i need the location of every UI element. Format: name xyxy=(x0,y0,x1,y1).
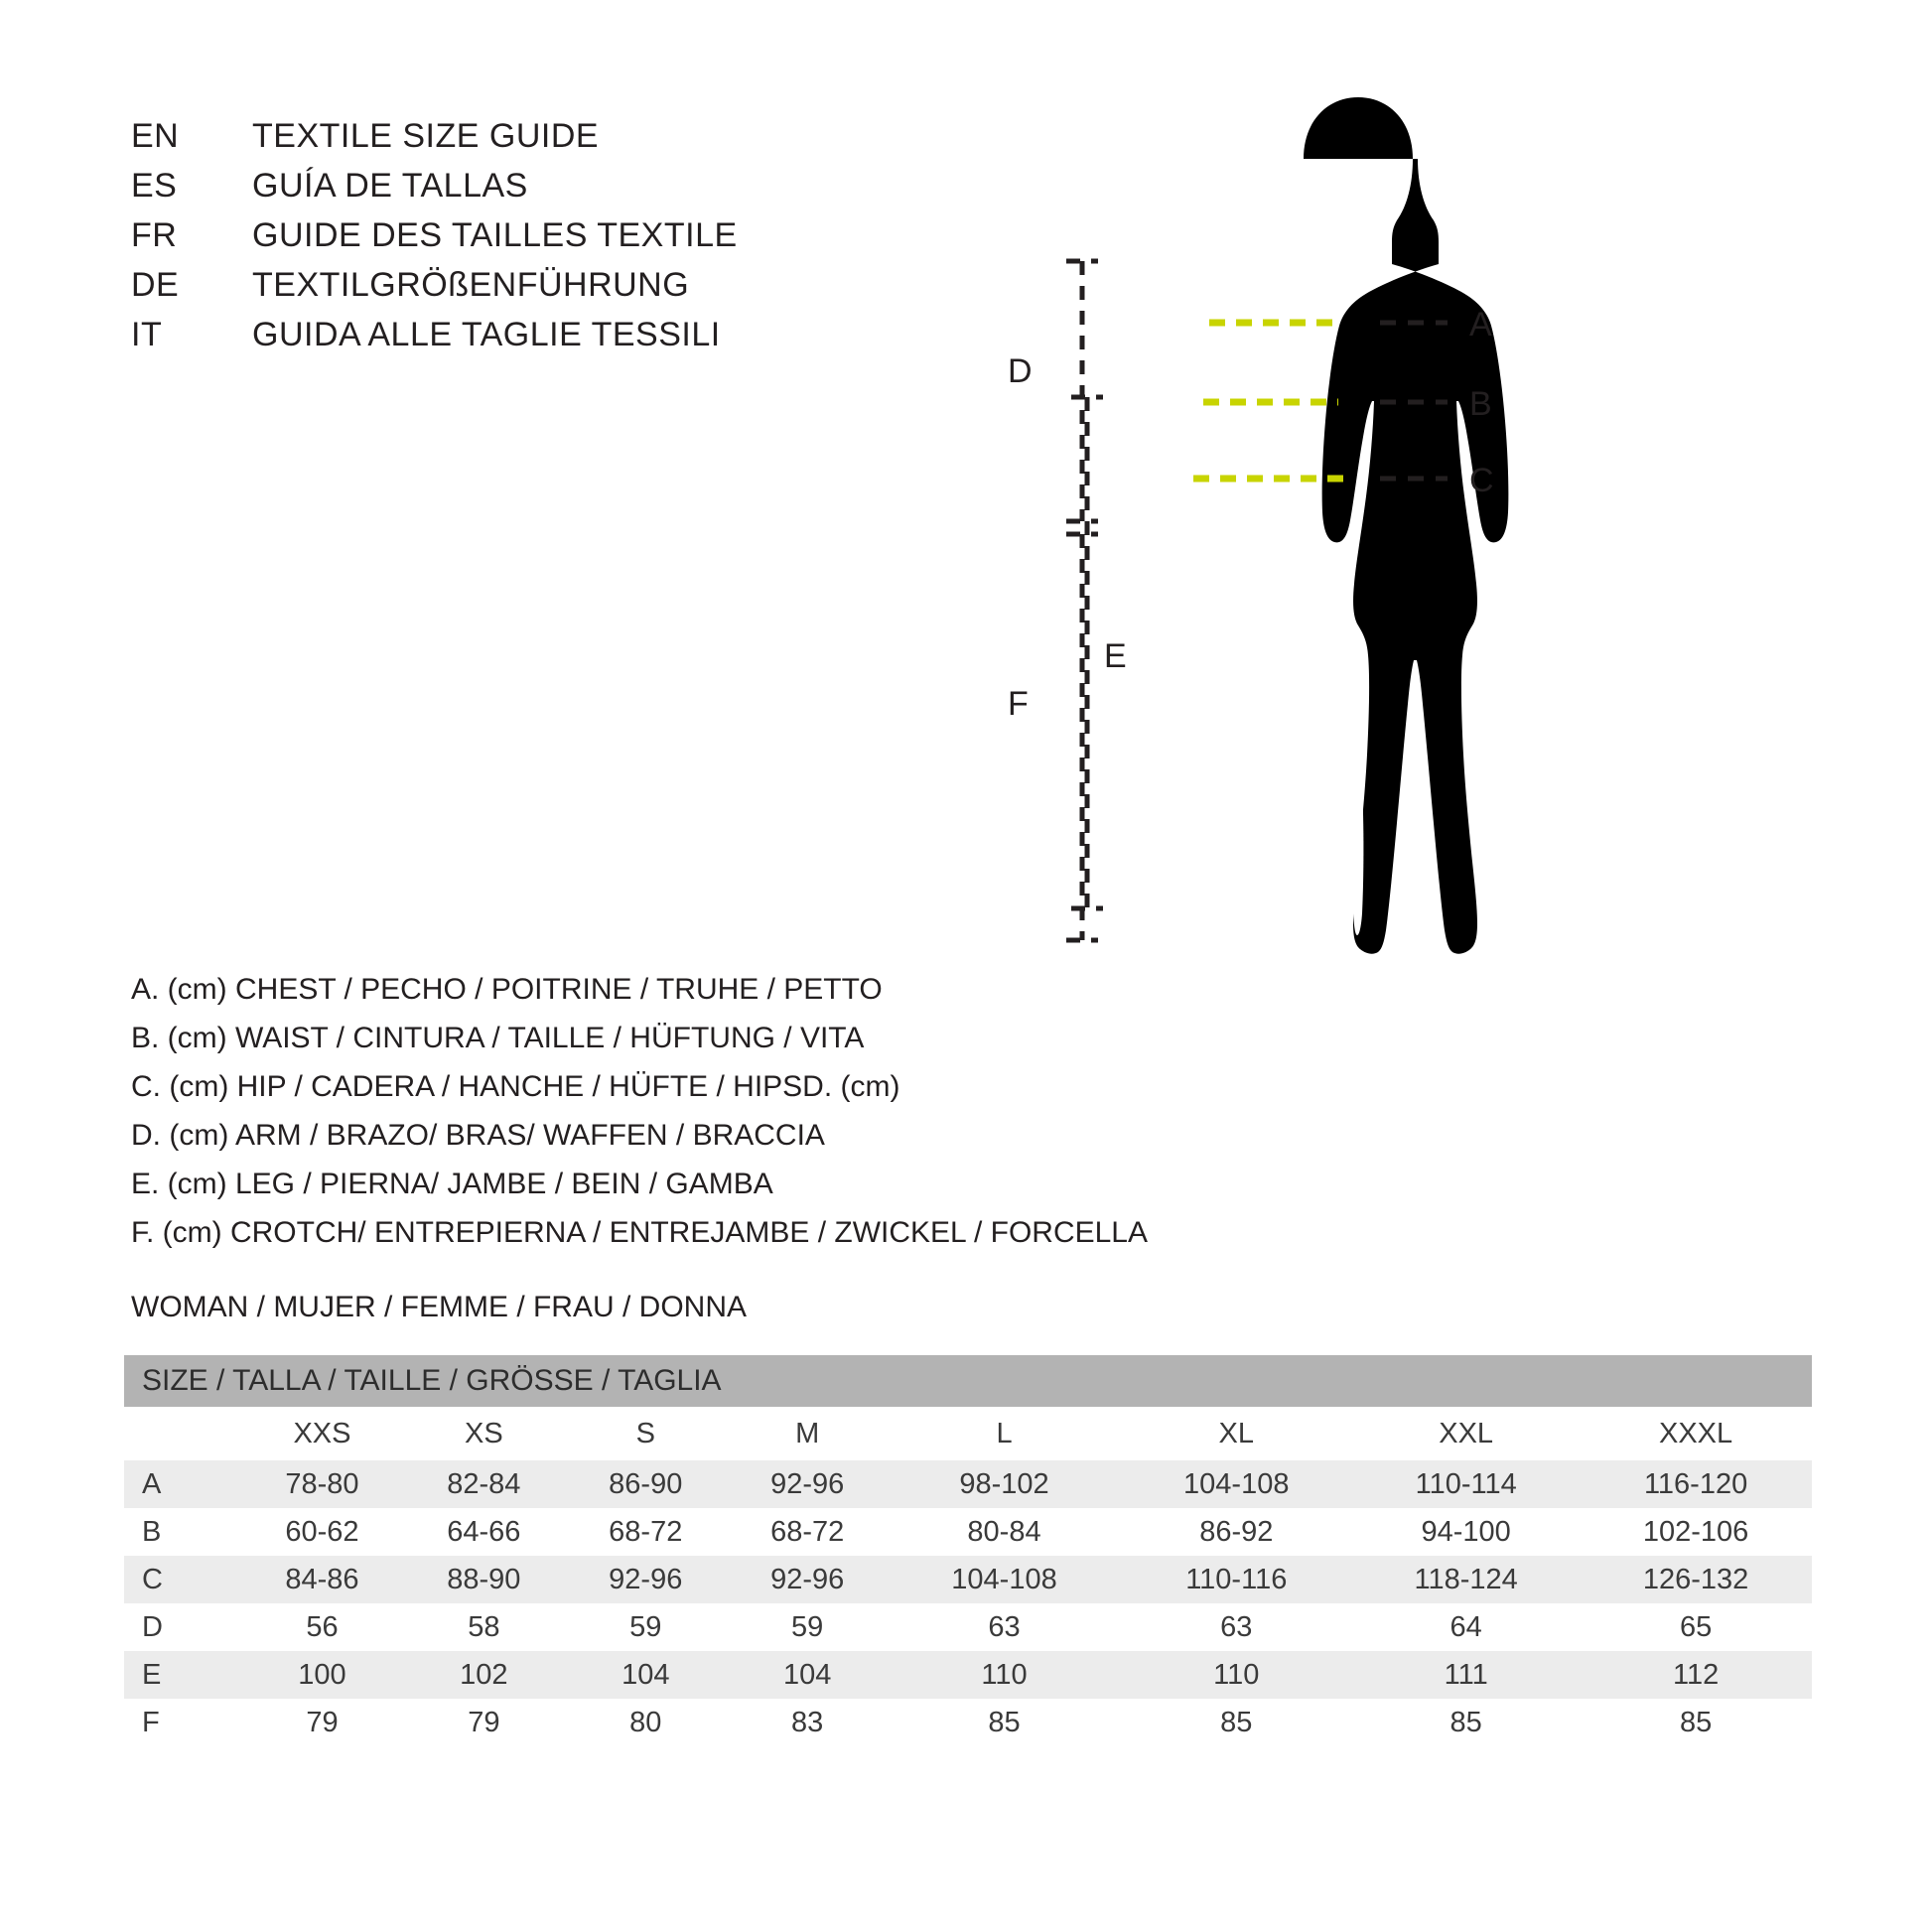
title-row xyxy=(131,266,945,316)
title-text-de: TEXTILGRÖßENFÜHRUNG xyxy=(252,266,690,304)
size-header-l: L xyxy=(889,1407,1121,1460)
body-measurement-diagram xyxy=(1008,60,1906,1281)
title-row xyxy=(131,316,945,365)
cell-a-m: 92-96 xyxy=(727,1460,889,1508)
cell-c-xxs: 84-86 xyxy=(241,1556,403,1603)
cell-c-xxl: 118-124 xyxy=(1352,1556,1580,1603)
title-text-es: GUÍA DE TALLAS xyxy=(252,167,528,205)
cell-a-xxxl: 116-120 xyxy=(1580,1460,1812,1508)
cell-a-xs: 82-84 xyxy=(403,1460,565,1508)
cell-b-xl: 86-92 xyxy=(1120,1508,1352,1556)
cell-d-xxxl: 65 xyxy=(1580,1603,1812,1651)
cell-c-m: 92-96 xyxy=(727,1556,889,1603)
legend-item-e: E. (cm) LEG / PIERNA/ JAMBE / BEIN / GAMBA xyxy=(131,1168,773,1200)
size-header-xxxl: XXXL xyxy=(1580,1407,1812,1460)
row-label-c: C xyxy=(124,1556,241,1603)
row-label-f: F xyxy=(124,1699,241,1746)
cell-d-m: 59 xyxy=(727,1603,889,1651)
table-row xyxy=(124,1603,1812,1651)
bracket-label-e: E xyxy=(1104,637,1127,675)
cell-c-xxxl: 126-132 xyxy=(1580,1556,1812,1603)
cell-f-xxl: 85 xyxy=(1352,1699,1580,1746)
cell-e-xs: 102 xyxy=(403,1651,565,1699)
size-header-m: M xyxy=(727,1407,889,1460)
cell-e-xl: 110 xyxy=(1120,1651,1352,1699)
cell-a-xxl: 110-114 xyxy=(1352,1460,1580,1508)
arm-bracket-d xyxy=(1008,261,1098,521)
table-row xyxy=(124,1651,1812,1699)
size-header-xl: XL xyxy=(1120,1407,1352,1460)
cell-d-l: 63 xyxy=(889,1603,1121,1651)
size-header-xxs: XXS xyxy=(241,1407,403,1460)
legend-item-f: F. (cm) CROTCH/ ENTREPIERNA / ENTREJAMBE / ZWICKEL / FORCELLA xyxy=(131,1216,1148,1249)
row-label-e: E xyxy=(124,1651,241,1699)
cell-e-xxxl: 112 xyxy=(1580,1651,1812,1699)
title-block xyxy=(131,117,945,365)
cell-a-xl: 104-108 xyxy=(1120,1460,1352,1508)
title-lang-de: DE xyxy=(131,266,180,304)
legend-block xyxy=(131,965,1183,1257)
cell-c-l: 104-108 xyxy=(889,1556,1121,1603)
cell-e-s: 104 xyxy=(565,1651,727,1699)
title-text-en: TEXTILE SIZE GUIDE xyxy=(252,117,600,155)
cell-d-xl: 63 xyxy=(1120,1603,1352,1651)
cell-d-xs: 58 xyxy=(403,1603,565,1651)
cell-c-xl: 110-116 xyxy=(1120,1556,1352,1603)
table-row xyxy=(124,1460,1812,1508)
cell-b-xxs: 60-62 xyxy=(241,1508,403,1556)
cell-f-xxs: 79 xyxy=(241,1699,403,1746)
cell-b-l: 80-84 xyxy=(889,1508,1121,1556)
cell-c-s: 92-96 xyxy=(565,1556,727,1603)
size-header-corner xyxy=(124,1407,241,1460)
row-label-a: A xyxy=(124,1460,241,1508)
table-row xyxy=(124,1699,1812,1746)
size-header-xs: XS xyxy=(403,1407,565,1460)
cell-f-s: 80 xyxy=(565,1699,727,1746)
cell-f-xxxl: 85 xyxy=(1580,1699,1812,1746)
legend-item-b: B. (cm) WAIST / CINTURA / TAILLE / HÜFTUNG / VITA xyxy=(131,1022,865,1054)
cell-a-s: 86-90 xyxy=(565,1460,727,1508)
cell-f-xl: 85 xyxy=(1120,1699,1352,1746)
title-lang-it: IT xyxy=(131,316,163,353)
table-band-label: SIZE / TALLA / TAILLE / GRÖSSE / TAGLIA xyxy=(124,1355,1812,1407)
marker-label-b: B xyxy=(1469,385,1492,423)
gender-label: WOMAN / MUJER / FEMME / FRAU / DONNA xyxy=(131,1291,747,1323)
legend-item-c: C. (cm) HIP / CADERA / HANCHE / HÜFTE / HIPSD. (cm) xyxy=(131,1070,900,1103)
cell-d-xxl: 64 xyxy=(1352,1603,1580,1651)
marker-label-a: A xyxy=(1469,306,1492,344)
female-silhouette-icon xyxy=(1267,97,1508,954)
size-header-s: S xyxy=(565,1407,727,1460)
cell-e-l: 110 xyxy=(889,1651,1121,1699)
cell-f-l: 85 xyxy=(889,1699,1121,1746)
title-lang-en: EN xyxy=(131,117,180,155)
row-label-d: D xyxy=(124,1603,241,1651)
table-row xyxy=(124,1508,1812,1556)
title-row xyxy=(131,167,945,216)
cell-a-xxs: 78-80 xyxy=(241,1460,403,1508)
size-header-xxl: XXL xyxy=(1352,1407,1580,1460)
cell-d-xxs: 56 xyxy=(241,1603,403,1651)
title-lang-es: ES xyxy=(131,167,178,205)
row-label-b: B xyxy=(124,1508,241,1556)
cell-b-xs: 64-66 xyxy=(403,1508,565,1556)
cell-c-xs: 88-90 xyxy=(403,1556,565,1603)
legend-item-a: A. (cm) CHEST / PECHO / POITRINE / TRUHE / PETTO xyxy=(131,973,883,1006)
bracket-label-d: D xyxy=(1008,352,1033,390)
leg-bracket-e xyxy=(1071,397,1127,908)
cell-e-xxl: 111 xyxy=(1352,1651,1580,1699)
cell-b-xxl: 94-100 xyxy=(1352,1508,1580,1556)
cell-e-m: 104 xyxy=(727,1651,889,1699)
cell-a-l: 98-102 xyxy=(889,1460,1121,1508)
cell-e-xxs: 100 xyxy=(241,1651,403,1699)
marker-label-c: C xyxy=(1469,462,1494,499)
crotch-bracket-f xyxy=(1008,534,1098,940)
title-row xyxy=(131,117,945,167)
cell-b-xxxl: 102-106 xyxy=(1580,1508,1812,1556)
table-size-header-row xyxy=(124,1407,1812,1460)
cell-d-s: 59 xyxy=(565,1603,727,1651)
title-lang-fr: FR xyxy=(131,216,178,254)
cell-f-m: 83 xyxy=(727,1699,889,1746)
legend-item-d: D. (cm) ARM / BRAZO/ BRAS/ WAFFEN / BRACCIA xyxy=(131,1119,825,1152)
bracket-label-f: F xyxy=(1008,685,1029,723)
table-row xyxy=(124,1556,1812,1603)
cell-b-m: 68-72 xyxy=(727,1508,889,1556)
cell-b-s: 68-72 xyxy=(565,1508,727,1556)
title-row xyxy=(131,216,945,266)
title-text-fr: GUIDE DES TAILLES TEXTILE xyxy=(252,216,738,254)
title-text-it: GUIDA ALLE TAGLIE TESSILI xyxy=(252,316,721,353)
table-band-header xyxy=(124,1355,1812,1407)
size-table xyxy=(124,1355,1812,1746)
cell-f-xs: 79 xyxy=(403,1699,565,1746)
